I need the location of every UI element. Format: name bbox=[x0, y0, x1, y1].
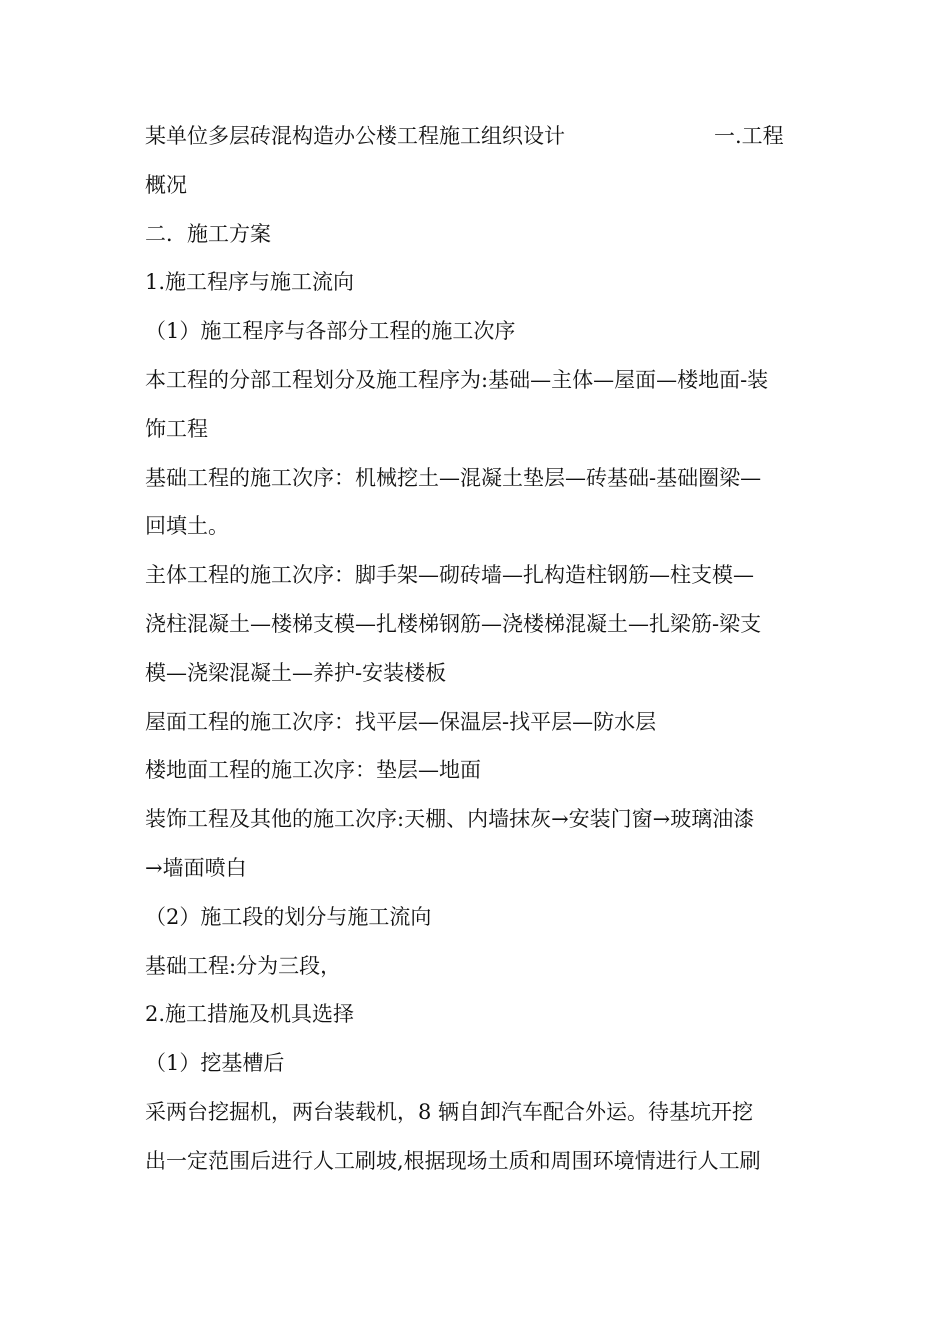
text-line: 饰工程 bbox=[145, 416, 208, 441]
text-line: 采两台挖掘机，两台装载机，8 辆自卸汽车配合外运。待基坑开挖 bbox=[145, 1099, 754, 1124]
text-line: 屋面工程的施工次序：找平层—保温层-找平层—防水层 bbox=[145, 709, 657, 734]
text-line: （1）施工程序与各部分工程的施工次序 bbox=[145, 319, 516, 344]
document-body bbox=[145, 112, 810, 1186]
text-line: 1.施工程序与施工流向 bbox=[145, 270, 355, 295]
text-line: 基础工程的施工次序：机械挖土—混凝土垫层—砖基础-基础圈梁— bbox=[145, 465, 762, 490]
section-heading-start: 一.工程 bbox=[714, 124, 784, 148]
text-line: 浇柱混凝土—楼梯支模—扎楼梯钢筋—浇楼梯混凝土—扎梁筋-梁支 bbox=[145, 611, 762, 636]
text-line: 主体工程的施工次序：脚手架—砌砖墙—扎构造柱钢筋—柱支模— bbox=[145, 563, 754, 588]
text-line: 装饰工程及其他的施工次序:天棚、内墙抹灰→安装门窗→玻璃油漆 bbox=[145, 807, 755, 832]
section-heading-end: 概况 bbox=[145, 172, 187, 197]
text-line: 二．施工方案 bbox=[145, 221, 271, 246]
text-line: 模—浇梁混凝土—养护-安装楼板 bbox=[145, 660, 447, 685]
text-line: 楼地面工程的施工次序：垫层—地面 bbox=[145, 758, 481, 783]
title-row bbox=[145, 112, 810, 161]
text-line: 基础工程:分为三段， bbox=[145, 953, 342, 978]
text-line: →墙面喷白 bbox=[145, 855, 247, 880]
text-line: 出一定范围后进行人工刷坡,根据现场土质和周围环境情进行人工刷 bbox=[145, 1148, 761, 1173]
text-line: （1）挖基槽后 bbox=[145, 1051, 285, 1076]
text-line: 2.施工措施及机具选择 bbox=[145, 1002, 355, 1027]
text-line: （2）施工段的划分与施工流向 bbox=[145, 904, 432, 929]
text-line: 回填土。 bbox=[145, 514, 229, 539]
text-line: 本工程的分部工程划分及施工程序为:基础—主体—屋面—楼地面-装 bbox=[145, 367, 769, 392]
document-title: 某单位多层砖混构造办公楼工程施工组织设计 bbox=[145, 124, 565, 148]
